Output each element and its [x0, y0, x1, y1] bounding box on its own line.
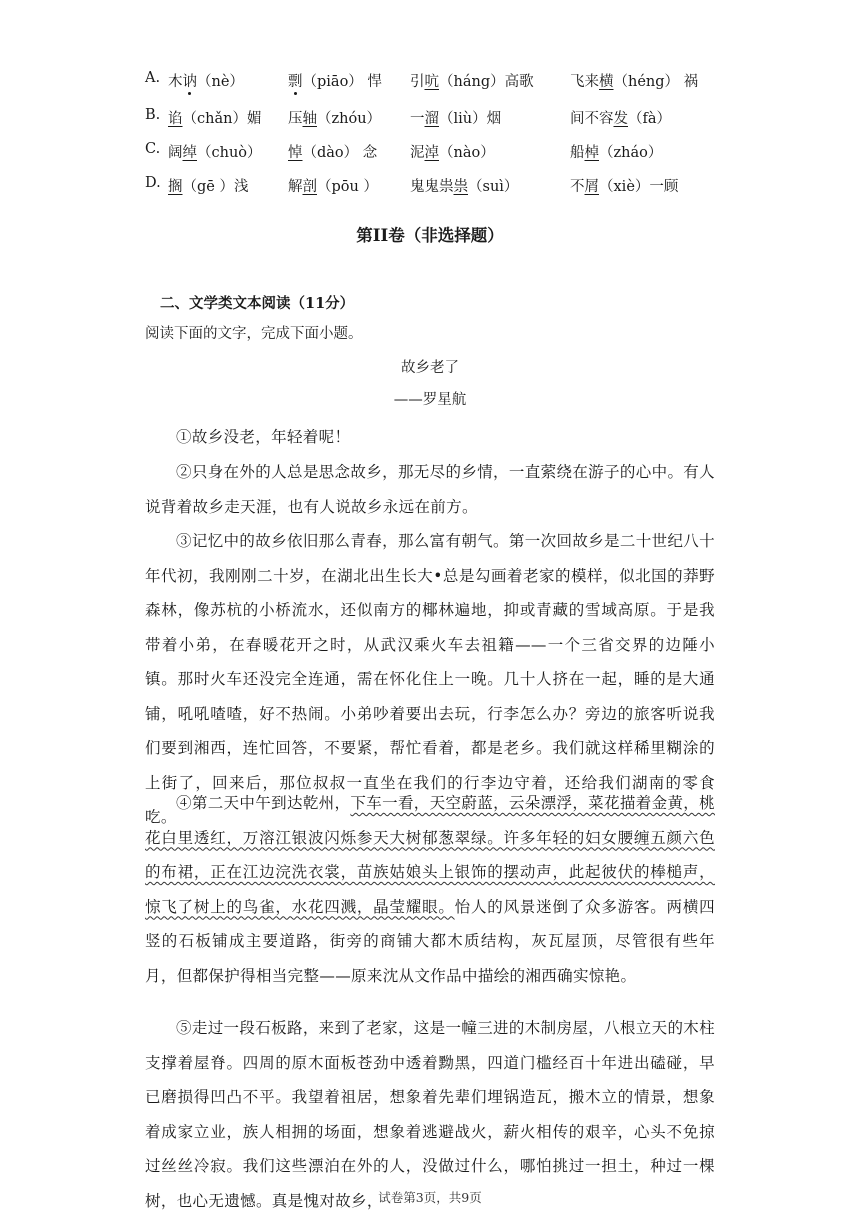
- option-item-pinyin: （héng） 祸: [613, 74, 699, 90]
- option-row: [0, 141, 860, 163]
- option-item: [288, 70, 382, 91]
- option-item-pinyin: （suì）: [468, 179, 519, 195]
- option-item-pinyin: （chǎn）媚: [182, 111, 262, 127]
- option-item-pinyin: （liù）烟: [439, 111, 502, 127]
- option-item-prefix: 阔: [168, 145, 183, 161]
- option-item-pinyin: （piāo） 悍: [302, 74, 382, 90]
- option-item-prefix: 不: [570, 179, 585, 195]
- article-paragraph: [145, 420, 715, 455]
- wavy-underlined-text: 下车一看，天空蔚蓝，云朵漂浮，菜花描着金黄，桃花白里透红，万溶江银波闪烁参天大树郁葱翠绿。许多年轻的妇女腰缠五颜六色的布裙，正在江边浣洗衣裳，苗族姑娘头上银饰的摆动声，此起彼伏的棒槌声，惊飞了树上的鸟雀，水花四溅，晶莹耀眼。: [145, 794, 715, 916]
- option-item-marked-char: 祟: [453, 179, 468, 195]
- option-item-prefix: 间不容: [570, 111, 614, 127]
- option-item-marked-char: 轴: [302, 111, 317, 127]
- option-item-prefix: 鬼鬼祟: [410, 179, 454, 195]
- option-letter: B.: [145, 107, 161, 123]
- paragraph-text: 怡人的风景迷倒了众多游客。两横四竖的石板铺成主要道路，街旁的商铺大都木质结构，灰瓦屋顶，尽管很有些年月，但都保护得相当完整——原来沈从文作品中描绘的湘西确实惊艳。: [145, 897, 715, 985]
- option-item-pinyin: （chuò）: [197, 145, 262, 161]
- option-item: [288, 141, 377, 162]
- option-item-marked-char: 屑: [584, 179, 599, 195]
- page-footer: 试卷第3页，共9页: [378, 1190, 482, 1205]
- paragraph-text: ③记忆中的故乡依旧那么青春，那么富有朝气。第一次回故乡是二十世纪八十年代初，我刚刚二十岁，在湖北出生长大•总是勾画着老家的模样，似北国的莽野森林，像苏杭的小桥流水，还似南方的椰林遍地，抑或青藏的雪域高原。于是我带着小弟，在春暖花开之时，从武汉乘火车去祖籍——一个三省交界的边陲小镇。那时火车还没完全连通，需在怀化住上一晚。几十人挤在一起，睡的是大通铺，吼吼喳喳，好不热闹。小弟吵着要出去玩，行李怎么办？旁边的旅客听说我们要到湘西，连忙回答，不要紧，帮忙看着，都是老乡。我们就这样稀里糊涂的上街了，回来后，那位叔叔一直坐在我们的行李边守着，还给我们湖南的零食吃。: [145, 532, 715, 826]
- option-item-pinyin: （gē ）浅: [182, 179, 249, 195]
- option-item-marked-char: 淖: [424, 145, 439, 161]
- option-item-pinyin: （háng）高歌: [439, 74, 534, 90]
- option-item-marked-char: 棹: [584, 145, 599, 161]
- option-item-pinyin: （pōu ）: [317, 179, 378, 195]
- paragraph-text: ⑤走过一段石板路，来到了老家，这是一幢三进的木制房屋，八根立天的木柱支撑着屋脊。四周的原木面板苍劲中透着黝黑，四道门槛经百十年进出磕碰，早已磨损得凹凸不平。我望着祖居，想象着先辈们埋锅造瓦，搬木立的情景，想象着成家立业，族人相拥的场面，想象着逃避战火，薪火相传的艰辛，心头不免掠过丝丝冷寂。我们这些漂泊在外的人，没做过什么，哪怕挑过一担土，种过一棵树，也心无遗憾。真是愧对故乡，: [145, 1019, 715, 1210]
- option-item-prefix: 一: [410, 111, 425, 127]
- article-paragraph: [145, 786, 715, 993]
- option-item-prefix: 引: [410, 74, 425, 90]
- option-item-marked-char: 搁: [168, 179, 183, 195]
- option-item-prefix: 飞来: [570, 74, 599, 90]
- option-item-pinyin: （nào）: [439, 145, 495, 161]
- option-item-marked-char: 讷: [182, 74, 197, 90]
- option-item: [288, 107, 381, 128]
- question-heading: 二、文学类文本阅读（11分）: [160, 295, 355, 312]
- option-item: [410, 175, 518, 196]
- option-item-marked-char: 横: [599, 74, 614, 90]
- option-item-marked-char: 发: [613, 111, 628, 127]
- option-item-marked-char: 剽: [288, 74, 303, 90]
- option-item: [410, 107, 501, 128]
- section-title: 第II卷（非选择题）: [356, 226, 504, 245]
- option-item-marked-char: 绰: [182, 145, 197, 161]
- option-item: [168, 175, 248, 196]
- article-title: 故乡老了: [401, 360, 459, 376]
- article-paragraph: [145, 455, 715, 524]
- option-letter: A.: [145, 70, 161, 86]
- option-item-marked-char: 谄: [168, 111, 183, 127]
- option-item: [168, 70, 244, 91]
- option-item-pinyin: （zháo）: [599, 145, 663, 161]
- option-letter: D.: [145, 175, 161, 191]
- option-item: [410, 141, 495, 162]
- option-item-prefix: 船: [570, 145, 585, 161]
- option-item: [410, 70, 534, 91]
- option-item-prefix: 解: [288, 179, 303, 195]
- paragraph-text: ④第二天中午到达乾州，: [176, 794, 351, 812]
- option-item-pinyin: （dào） 念: [302, 145, 378, 161]
- option-row: [0, 107, 860, 129]
- option-item: [168, 141, 262, 162]
- question-instruction: 阅读下面的文字，完成下面小题。: [145, 326, 363, 342]
- option-item-prefix: 泥: [410, 145, 425, 161]
- option-item-pinyin: （fà）: [628, 111, 672, 127]
- option-row: [0, 70, 860, 92]
- option-item-prefix: 木: [168, 74, 183, 90]
- option-item-prefix: 压: [288, 111, 303, 127]
- option-row: [0, 175, 860, 197]
- option-item-pinyin: （nè）: [197, 74, 244, 90]
- option-letter: C.: [145, 141, 161, 157]
- paragraph-text: ②只身在外的人总是思念故乡，那无尽的乡情，一直萦绕在游子的心中。有人说背着故乡走天涯，也有人说故乡永远在前方。: [145, 463, 715, 516]
- option-item-marked-char: 溜: [424, 111, 439, 127]
- option-item-marked-char: 剖: [302, 179, 317, 195]
- option-item: [570, 107, 671, 128]
- option-item-marked-char: 悼: [288, 145, 303, 161]
- article-paragraph: [145, 1011, 715, 1218]
- option-item-pinyin: （xiè）一顾: [599, 179, 679, 195]
- option-item: [570, 175, 678, 196]
- paragraph-text: ①故乡没老，年轻着呢！: [176, 428, 351, 446]
- option-item: [570, 141, 662, 162]
- option-item-pinyin: （zhóu）: [317, 111, 382, 127]
- option-item: [570, 70, 698, 91]
- option-item: [288, 175, 378, 196]
- option-item-marked-char: 吭: [424, 74, 439, 90]
- article-author: ——罗星航: [393, 392, 467, 408]
- option-item: [168, 107, 261, 128]
